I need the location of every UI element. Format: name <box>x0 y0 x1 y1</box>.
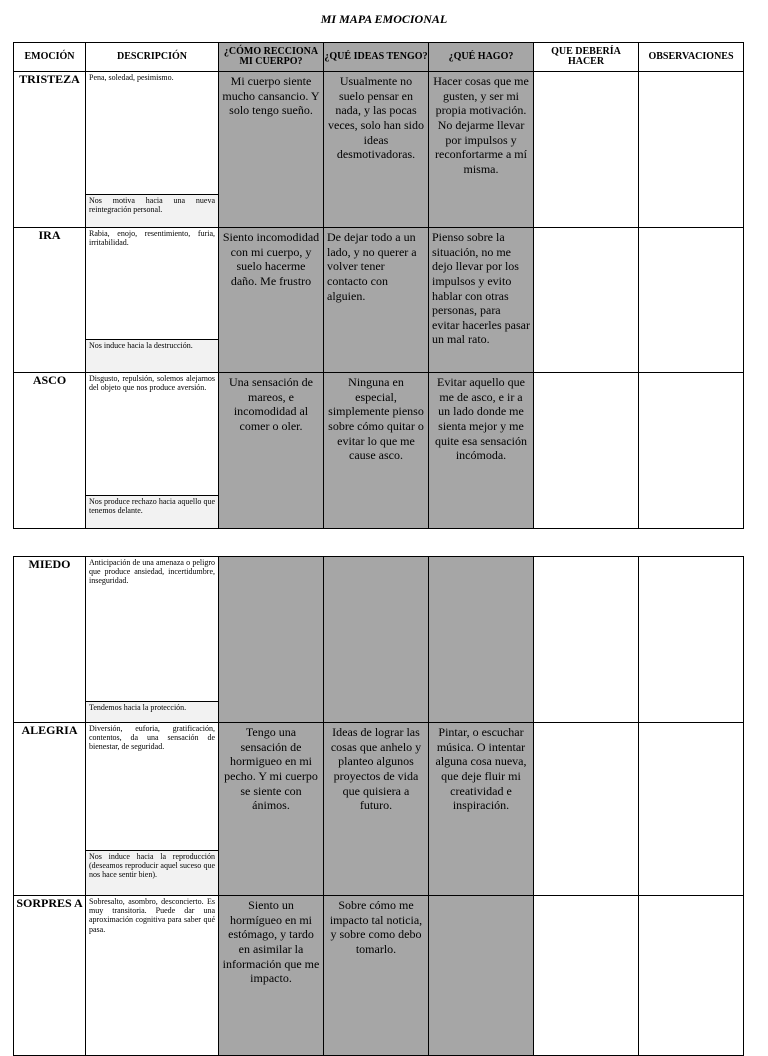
ideas-answer: De dejar todo a un lado, y no querer a volver tener contacto con alguien. <box>327 230 417 303</box>
description-text: Pena, soledad, pesimismo. <box>89 73 174 82</box>
cuerpo-cell[interactable] <box>219 228 324 373</box>
cuerpo-answer: Siento un hormígueo en mi estómago, y tardo en asimilar la información que me impacto. <box>222 898 320 986</box>
emotion-label: MIEDO <box>14 557 86 723</box>
ideas-answer: Ninguna en especial, simplemente pienso sobre cómo quitar o evitar lo que me cause asco. <box>328 375 424 463</box>
table-row <box>14 896 744 1056</box>
table-header-row <box>14 43 744 72</box>
table-row <box>14 373 744 529</box>
table-row <box>14 557 744 723</box>
description-text: Disgusto, repulsión, solemos alejarnos del objeto que nos produce aversión. <box>89 374 215 393</box>
description-cell <box>86 373 219 529</box>
hago-cell[interactable] <box>429 557 534 723</box>
ideas-cell[interactable] <box>324 557 429 723</box>
emotion-label: ALEGRIA <box>14 723 86 896</box>
description-tendency: Tendemos hacia la protección. <box>86 701 218 722</box>
ideas-cell[interactable] <box>324 72 429 228</box>
deberia-cell[interactable] <box>534 723 639 896</box>
description-tendency: Nos induce hacia la reproducción (deseamos reproducir aquel suceso que nos hace sentir bien). <box>86 850 218 895</box>
emotion-table-1 <box>13 42 744 529</box>
ideas-cell[interactable] <box>324 228 429 373</box>
cuerpo-answer: Una sensación de mareos, e incomodidad al comer o oler. <box>229 375 313 433</box>
deberia-cell[interactable] <box>534 228 639 373</box>
hago-answer: Pintar, o escuchar música. O intentar alguna cosa nueva, que deje fluir mi creatividad e inspiración. <box>435 725 527 813</box>
header-hago: ¿QUÉ HAGO? <box>429 43 534 72</box>
hago-answer <box>429 557 533 561</box>
cuerpo-cell[interactable] <box>219 557 324 723</box>
cuerpo-answer: Tengo una sensación de hormigueo en mi pecho. Y mi cuerpo se siente con ánimos. <box>224 725 318 813</box>
deberia-cell[interactable] <box>534 557 639 723</box>
description-tendency: Nos motiva hacia una nueva reintegración personal. <box>86 194 218 227</box>
description-text: Diversión, euforia, gratificación, contentos, da una sensación de bienestar, de seguridad. <box>89 724 215 752</box>
deberia-cell[interactable] <box>534 72 639 228</box>
observaciones-cell[interactable] <box>639 723 744 896</box>
table-row <box>14 723 744 896</box>
hago-answer: Pienso sobre la situación, no me dejo llevar por los impulsos y evito hablar con otras personas, para evitar hacerles pasar un mal rato. <box>432 230 530 347</box>
emotion-table-2 <box>13 556 744 1056</box>
emotion-label: SORPRES A <box>14 896 86 1056</box>
header-cuerpo: ¿CÓMO RECCIONA MI CUERPO? <box>219 43 324 72</box>
description-text: Sobresalto, asombro, desconcierto. Es muy transitoria. Puede dar una aproximación cognitiva para saber qué pasa. <box>89 897 215 934</box>
hago-cell[interactable] <box>429 896 534 1056</box>
description-cell <box>86 72 219 228</box>
ideas-cell[interactable] <box>324 896 429 1056</box>
header-deberia: QUE DEBERÍA HACER <box>534 43 639 72</box>
cuerpo-cell[interactable] <box>219 723 324 896</box>
emotion-label: ASCO <box>14 373 86 529</box>
observaciones-cell[interactable] <box>639 228 744 373</box>
ideas-answer: Usualmente no suelo pensar en nada, y las pocas veces, solo han sido ideas desmotivadoras. <box>328 74 424 162</box>
description-cell <box>86 723 219 896</box>
ideas-answer: Ideas de lograr las cosas que anhelo y planteo algunos proyectos de vida que quisiera a futuro. <box>330 725 422 813</box>
hago-cell[interactable] <box>429 72 534 228</box>
cuerpo-cell[interactable] <box>219 373 324 529</box>
deberia-cell[interactable] <box>534 373 639 529</box>
header-observaciones: OBSERVACIONES <box>639 43 744 72</box>
observaciones-cell[interactable] <box>639 557 744 723</box>
ideas-cell[interactable] <box>324 373 429 529</box>
hago-cell[interactable] <box>429 228 534 373</box>
cuerpo-answer <box>219 557 323 561</box>
emotion-label: TRISTEZA <box>14 72 86 228</box>
observaciones-cell[interactable] <box>639 72 744 228</box>
description-cell <box>86 228 219 373</box>
ideas-answer <box>324 557 428 561</box>
cuerpo-cell[interactable] <box>219 896 324 1056</box>
ideas-cell[interactable] <box>324 723 429 896</box>
deberia-cell[interactable] <box>534 896 639 1056</box>
header-emocion: EMOCIÓN <box>14 43 86 72</box>
table-row <box>14 228 744 373</box>
cuerpo-answer: Siento incomodidad con mi cuerpo, y suelo hacerme daño. Me frustro <box>222 230 320 288</box>
hago-answer <box>429 896 533 900</box>
hago-answer: Hacer cosas que me gusten, y ser mi propia motivación. No dejarme llevar por impulsos y reconfortarme a mí misma. <box>433 74 529 176</box>
hago-cell[interactable] <box>429 373 534 529</box>
ideas-answer: Sobre cómo me impacto tal noticia, y sobre como debo tomarlo. <box>329 898 423 956</box>
description-cell <box>86 557 219 723</box>
header-ideas: ¿QUÉ IDEAS TENGO? <box>324 43 429 72</box>
description-tendency: Nos produce rechazo hacia aquello que tenemos delante. <box>86 495 218 528</box>
page-title: MI MAPA EMOCIONAL <box>320 12 448 26</box>
emotion-label: IRA <box>14 228 86 373</box>
header-descripcion: DESCRIPCIÓN <box>86 43 219 72</box>
description-text: Rabia, enojo, resentimiento, furia, irritabilidad. <box>89 229 215 248</box>
observaciones-cell[interactable] <box>639 373 744 529</box>
hago-cell[interactable] <box>429 723 534 896</box>
hago-answer: Evitar aquello que me de asco, e ir a un lado donde me sienta mejor y me quite esa sensación incómoda. <box>435 375 527 463</box>
table-row <box>14 72 744 228</box>
cuerpo-answer: Mi cuerpo siente mucho cansancio. Y solo tengo sueño. <box>222 74 320 118</box>
cuerpo-cell[interactable] <box>219 72 324 228</box>
description-cell <box>86 896 219 1056</box>
description-text: Anticipación de una amenaza o peligro que produce ansiedad, incertidumbre, inseguridad. <box>89 558 215 586</box>
observaciones-cell[interactable] <box>639 896 744 1056</box>
description-tendency: Nos induce hacia la destrucción. <box>86 339 218 372</box>
